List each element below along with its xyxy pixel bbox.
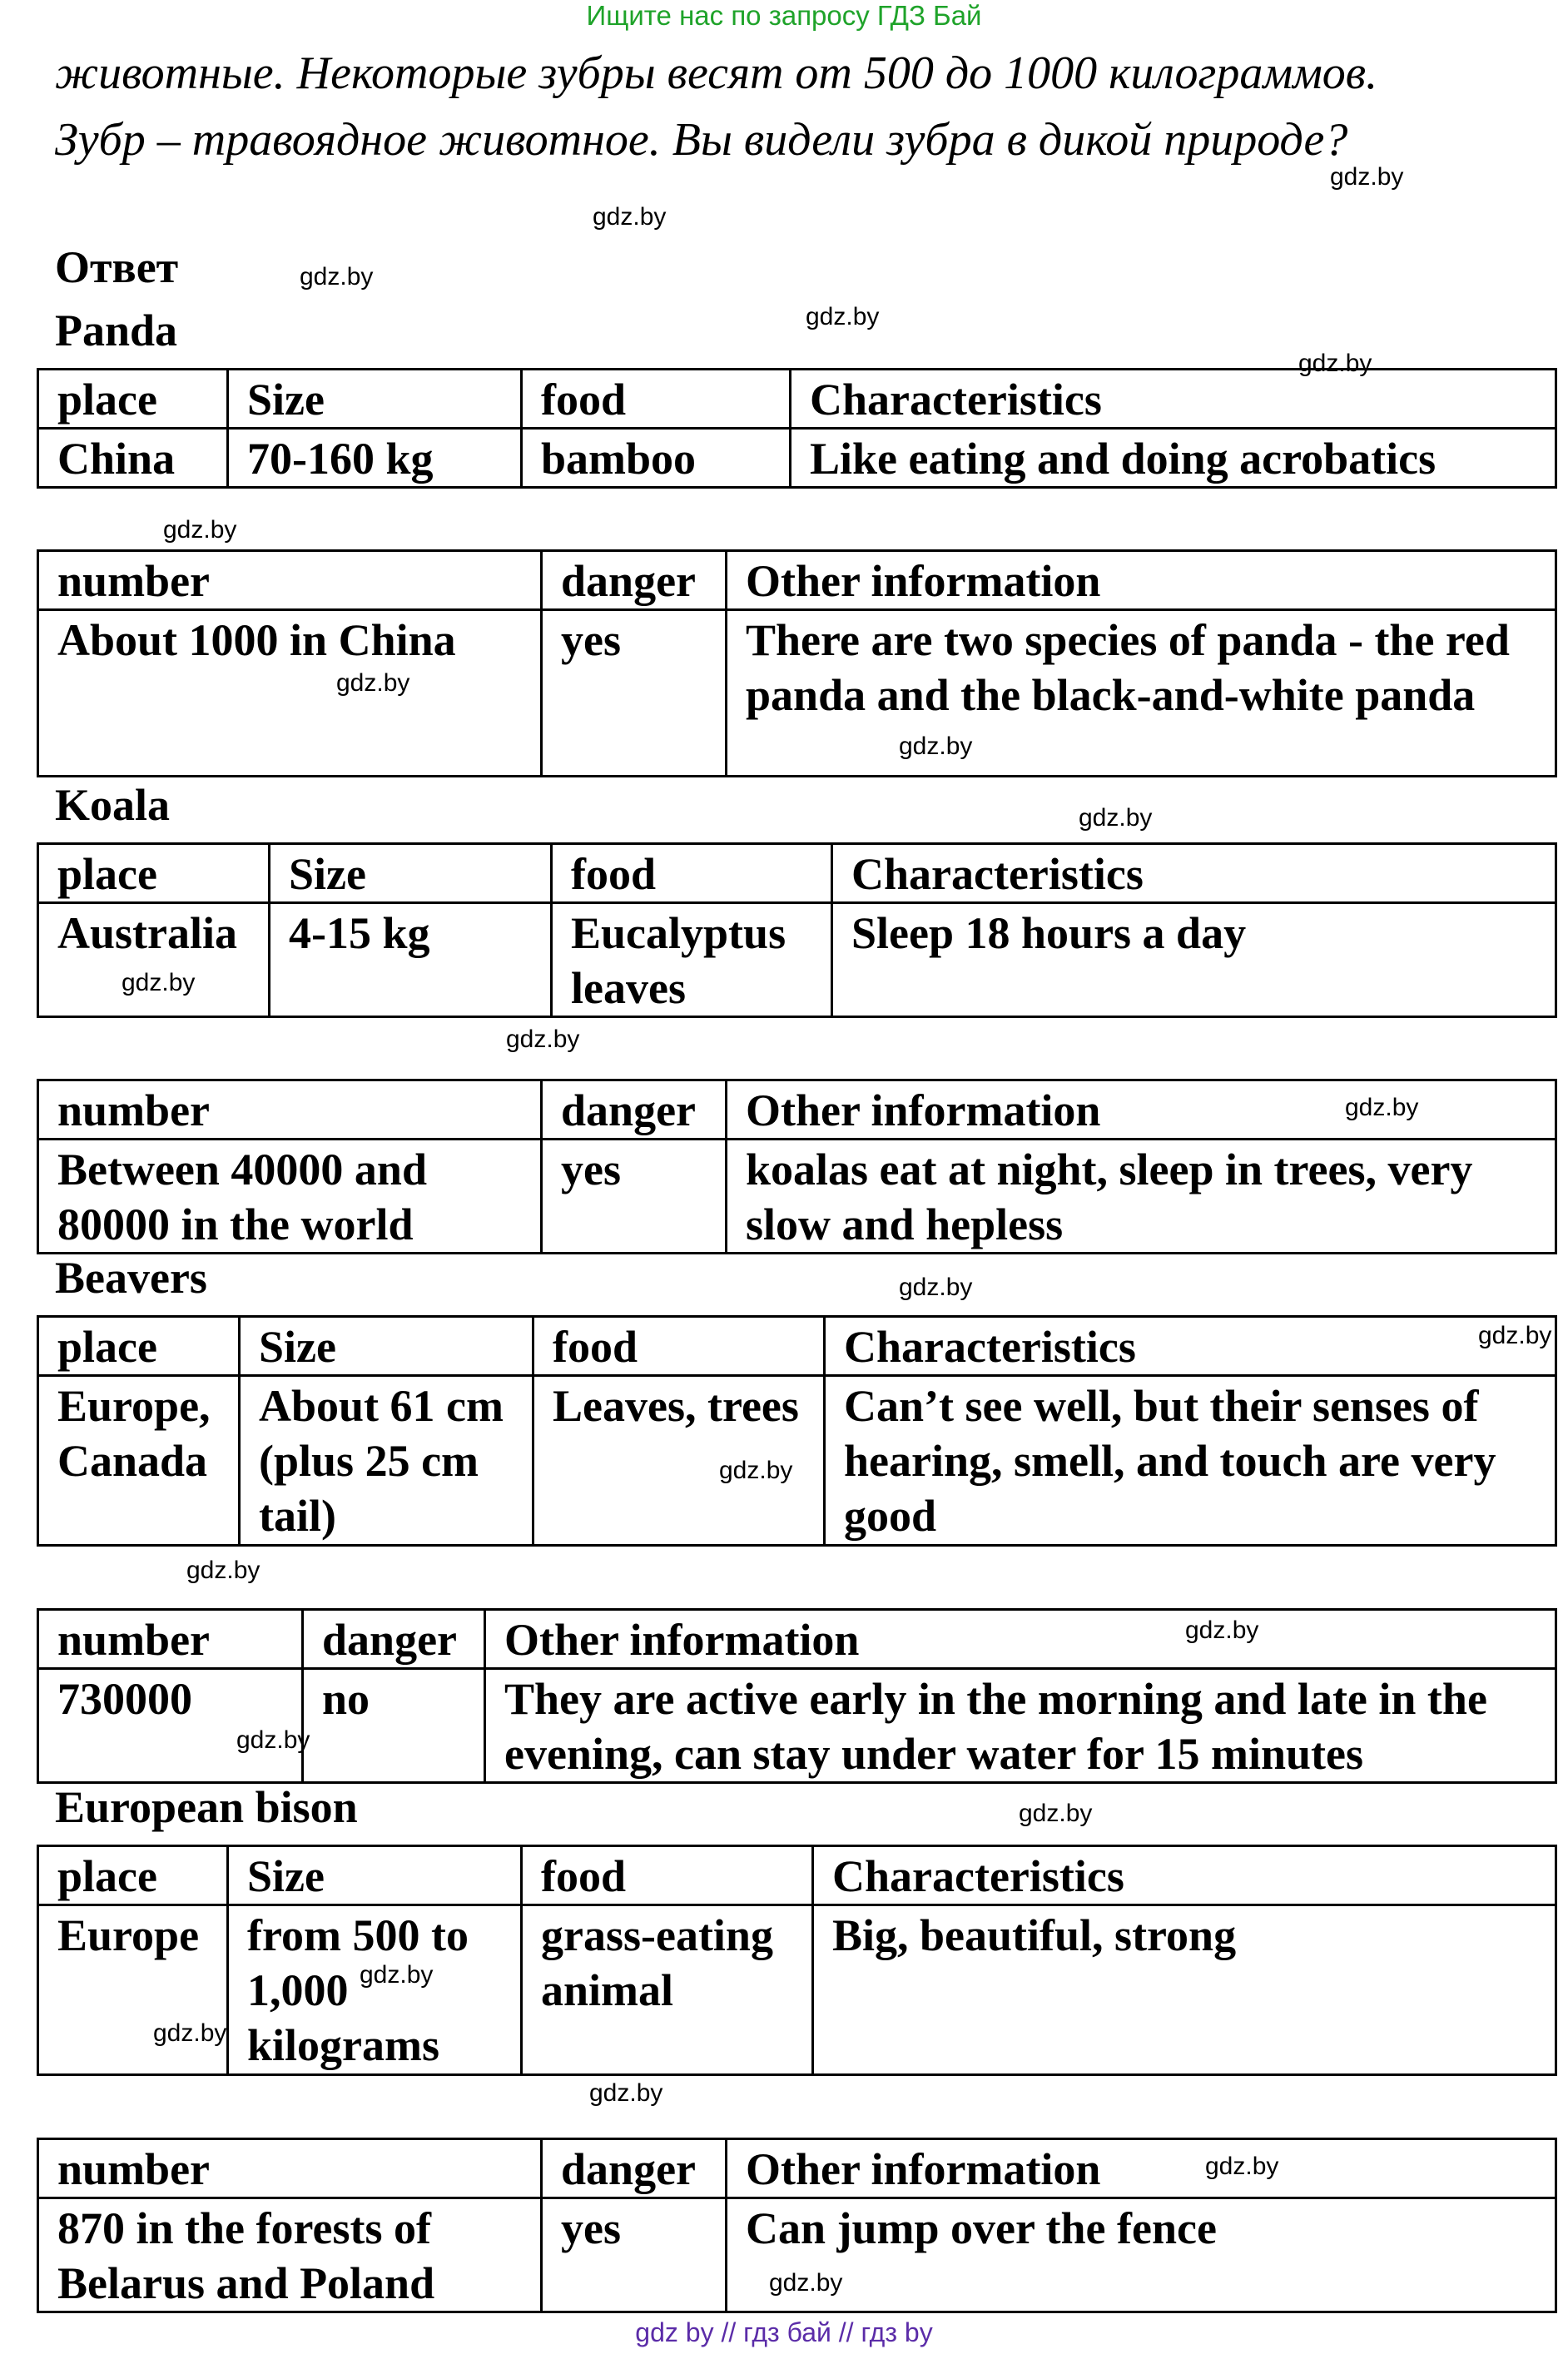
beavers-status-table [37, 1608, 1557, 1784]
cell-other: koalas eat at night, sleep in trees, very slow and hepless [727, 1140, 1556, 1254]
watermark: gdz.by [122, 969, 196, 996]
header-place: place [38, 370, 228, 429]
cell-characteristics: Sleep 18 hours a day [832, 903, 1556, 1017]
cell-number: About 1000 in China [38, 610, 542, 777]
watermark: gdz.by [1019, 1800, 1093, 1827]
header-characteristics: Characteristics [813, 1846, 1556, 1905]
bison-profile-table [37, 1845, 1557, 2076]
watermark: gdz.by [719, 1457, 793, 1484]
table-header-row [38, 1317, 1556, 1376]
watermark: gdz.by [1205, 2153, 1279, 2180]
watermark: gdz.by [236, 1726, 310, 1754]
cell-danger: yes [542, 610, 727, 777]
watermark: gdz.by [1330, 163, 1404, 191]
table-row [38, 429, 1556, 488]
watermark: gdz.by [300, 263, 374, 291]
table-header-row [38, 370, 1556, 429]
animal-name-european-bison: European bison [55, 1782, 358, 1832]
header-place: place [38, 1317, 240, 1376]
beavers-profile-table [37, 1315, 1557, 1547]
table-row [38, 1905, 1556, 2075]
cell-place: Europe [38, 1905, 228, 2075]
cell-size: 4-15 kg [270, 903, 552, 1017]
header-size: Size [228, 1846, 522, 1905]
watermark: gdz.by [899, 733, 973, 760]
intro-line-2: Зубр – травоядное животное. Вы видели зубра в дикой природе? [55, 114, 1348, 166]
cell-number: Between 40000 and 80000 in the world [38, 1140, 542, 1254]
cell-characteristics: Like eating and doing acrobatics [791, 429, 1556, 488]
cell-food: Leaves, trees [533, 1376, 825, 1546]
cell-place: Europe, Canada [38, 1376, 240, 1546]
cell-place: China [38, 429, 228, 488]
watermark: gdz.by [153, 2019, 227, 2047]
cell-size: 70-160 kg [228, 429, 522, 488]
header-number: number [38, 1610, 303, 1669]
table-header-row [38, 2139, 1556, 2198]
header-other: Other information [485, 1610, 1556, 1669]
animal-name-panda: Panda [55, 305, 178, 355]
cell-other: Can jump over the fence [727, 2198, 1556, 2312]
cell-number: 730000 [38, 1669, 303, 1783]
header-danger: danger [542, 551, 727, 610]
header-food: food [552, 844, 832, 903]
animal-name-beavers: Beavers [55, 1253, 207, 1303]
watermark: gdz.by [506, 1026, 580, 1053]
watermark: gdz.by [593, 203, 667, 231]
cell-characteristics: Can’t see well, but their senses of hearing, smell, and touch are very good [825, 1376, 1556, 1546]
cell-other: There are two species of panda - the red panda and the black-and-white panda [727, 610, 1556, 777]
cell-food: grass-eating animal [522, 1905, 813, 2075]
watermark: gdz.by [360, 1961, 434, 1989]
cell-size: About 61 cm (plus 25 cm tail) [240, 1376, 533, 1546]
cell-number: 870 in the forests of Belarus and Poland [38, 2198, 542, 2312]
header-danger: danger [542, 1080, 727, 1140]
header-food: food [522, 1846, 813, 1905]
header-number: number [38, 2139, 542, 2198]
cell-danger: yes [542, 1140, 727, 1254]
koala-profile-table [37, 842, 1557, 1018]
animal-name-koala: Koala [55, 780, 171, 830]
header-characteristics: Characteristics [825, 1317, 1556, 1376]
header-number: number [38, 1080, 542, 1140]
header-other: Other information [727, 1080, 1556, 1140]
cell-size: from 500 to 1,000 kilograms [228, 1905, 522, 2075]
header-number: number [38, 551, 542, 610]
table-row [38, 1669, 1556, 1783]
watermark: gdz.by [163, 516, 237, 544]
header-characteristics: Characteristics [832, 844, 1556, 903]
panda-profile-table [37, 368, 1557, 489]
watermark: gdz.by [336, 669, 410, 697]
header-danger: danger [542, 2139, 727, 2198]
cell-food: bamboo [522, 429, 791, 488]
cell-place: Australia [38, 903, 270, 1017]
header-size: Size [228, 370, 522, 429]
table-header-row [38, 551, 1556, 610]
table-header-row [38, 1610, 1556, 1669]
watermark: gdz.by [1478, 1322, 1552, 1349]
header-danger: danger [303, 1610, 485, 1669]
header-characteristics: Characteristics [791, 370, 1556, 429]
header-other: Other information [727, 2139, 1556, 2198]
watermark: gdz.by [769, 2269, 843, 2297]
table-header-row [38, 1846, 1556, 1905]
search-banner[interactable]: Ищите нас по запросу ГДЗ Бай [586, 0, 982, 31]
header-place: place [38, 844, 270, 903]
watermark: gdz.by [589, 2079, 663, 2107]
answer-heading: Ответ [55, 242, 179, 292]
cell-danger: yes [542, 2198, 727, 2312]
watermark: gdz.by [1298, 350, 1372, 377]
watermark: gdz.by [1345, 1094, 1419, 1121]
cell-characteristics: Big, beautiful, strong [813, 1905, 1556, 2075]
table-header-row [38, 1080, 1556, 1140]
header-food: food [522, 370, 791, 429]
table-row [38, 903, 1556, 1017]
watermark: gdz.by [1185, 1617, 1259, 1644]
panda-status-table [37, 549, 1557, 777]
table-row [38, 610, 1556, 777]
header-size: Size [240, 1317, 533, 1376]
table-row [38, 1376, 1556, 1546]
koala-status-table [37, 1079, 1557, 1254]
table-row [38, 1140, 1556, 1254]
intro-line-1: животные. Некоторые зубры весят от 500 до 1000 килограммов. [55, 47, 1378, 99]
watermark: gdz.by [899, 1274, 973, 1301]
cell-other: They are active early in the morning and late in the evening, can stay under water for 15 minutes [485, 1669, 1556, 1783]
watermark: gdz.by [1079, 804, 1153, 832]
watermark: gdz.by [186, 1557, 261, 1584]
header-place: place [38, 1846, 228, 1905]
footer-links[interactable]: gdz by // гдз бай // гдз by [635, 2317, 933, 2347]
header-size: Size [270, 844, 552, 903]
cell-food: Eucalyptus leaves [552, 903, 832, 1017]
table-header-row [38, 844, 1556, 903]
watermark: gdz.by [806, 303, 880, 330]
header-food: food [533, 1317, 825, 1376]
header-other: Other information [727, 551, 1556, 610]
cell-danger: no [303, 1669, 485, 1783]
